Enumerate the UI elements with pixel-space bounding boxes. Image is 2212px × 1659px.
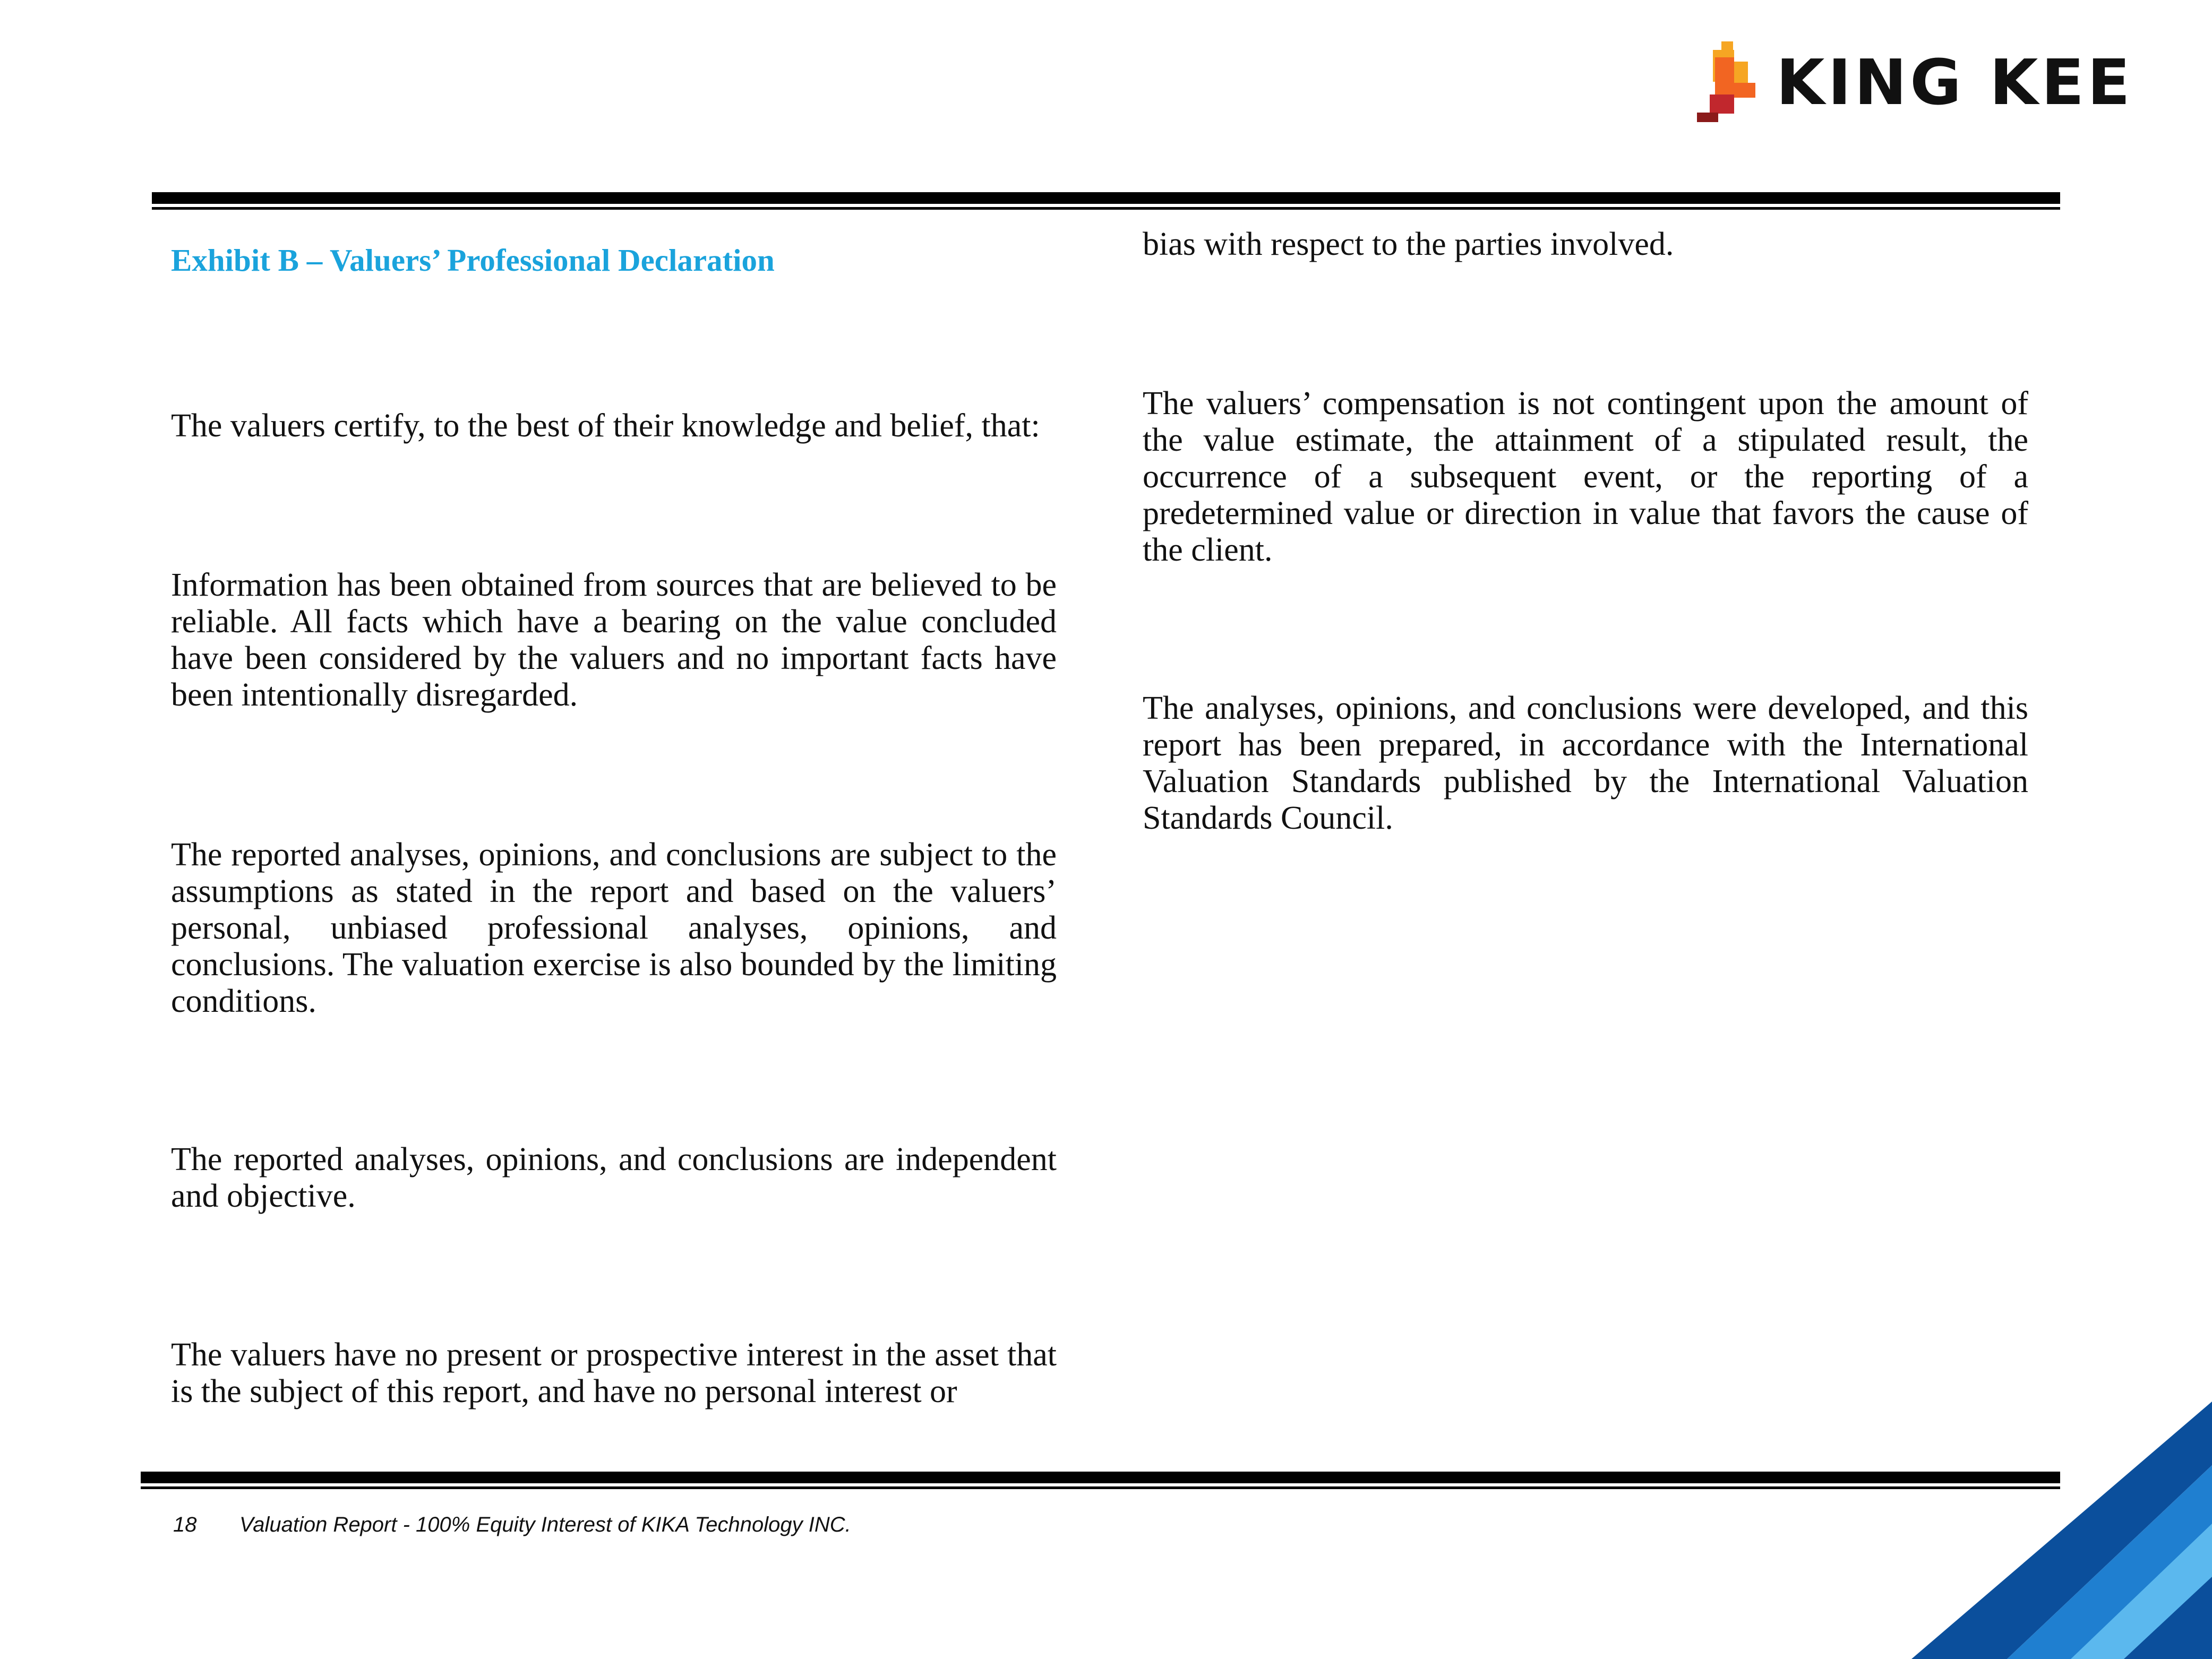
footer-rule-thick xyxy=(141,1472,2060,1483)
page-footer xyxy=(173,1513,851,1537)
paragraph-standards: The analyses, opinions, and conclusions were developed, and this report has been prepared, in accordance with the International Valuation Standards published by the International Valuation Standards Council. xyxy=(1143,690,2028,836)
paragraph-bias-continuation: bias with respect to the parties involved. xyxy=(1143,226,1674,262)
decorative-corner-graphic xyxy=(1911,1402,2212,1659)
footer-title: Valuation Report - 100% Equity Interest of KIKA Technology INC. xyxy=(239,1513,851,1536)
company-logo xyxy=(1694,41,2150,126)
paragraph-no-interest: The valuers have no present or prospective interest in the asset that is the subject of this report, and have no personal interest or xyxy=(171,1337,1057,1409)
paragraph-independent-objective: The reported analyses, opinions, and conclusions are independent and objective. xyxy=(171,1141,1057,1214)
king-kee-logo-mark-icon xyxy=(1694,41,1763,126)
paragraph-compensation: The valuers’ compensation is not contingent upon the amount of the value estimate, the attainment of a stipulated result, the occurrence of a subsequent event, or the reporting of a predetermined value or direction in value that favors the cause of the client. xyxy=(1143,385,2028,568)
header-rule-thin xyxy=(152,207,2060,210)
footer-rule-thin xyxy=(141,1486,2060,1489)
brand-name: KING KEE xyxy=(1776,46,2133,119)
paragraph-certify-intro: The valuers certify, to the best of their knowledge and belief, that: xyxy=(171,408,1040,444)
section-heading: Exhibit B – Valuers’ Professional Declaration xyxy=(171,243,775,278)
paragraph-information-sources: Information has been obtained from sources that are believed to be reliable. All facts which have a bearing on the value concluded have been considered by the valuers and no important facts have been intentionally disregarded. xyxy=(171,567,1057,713)
page-number: 18 xyxy=(173,1513,197,1536)
header-rule-thick xyxy=(152,192,2060,204)
paragraph-reported-analyses: The reported analyses, opinions, and conclusions are subject to the assumptions as stated in the report and based on the valuers’ personal, unbiased professional analyses, opinions, and conclusions. The valuation exercise is also bounded by the limiting conditions. xyxy=(171,837,1057,1019)
